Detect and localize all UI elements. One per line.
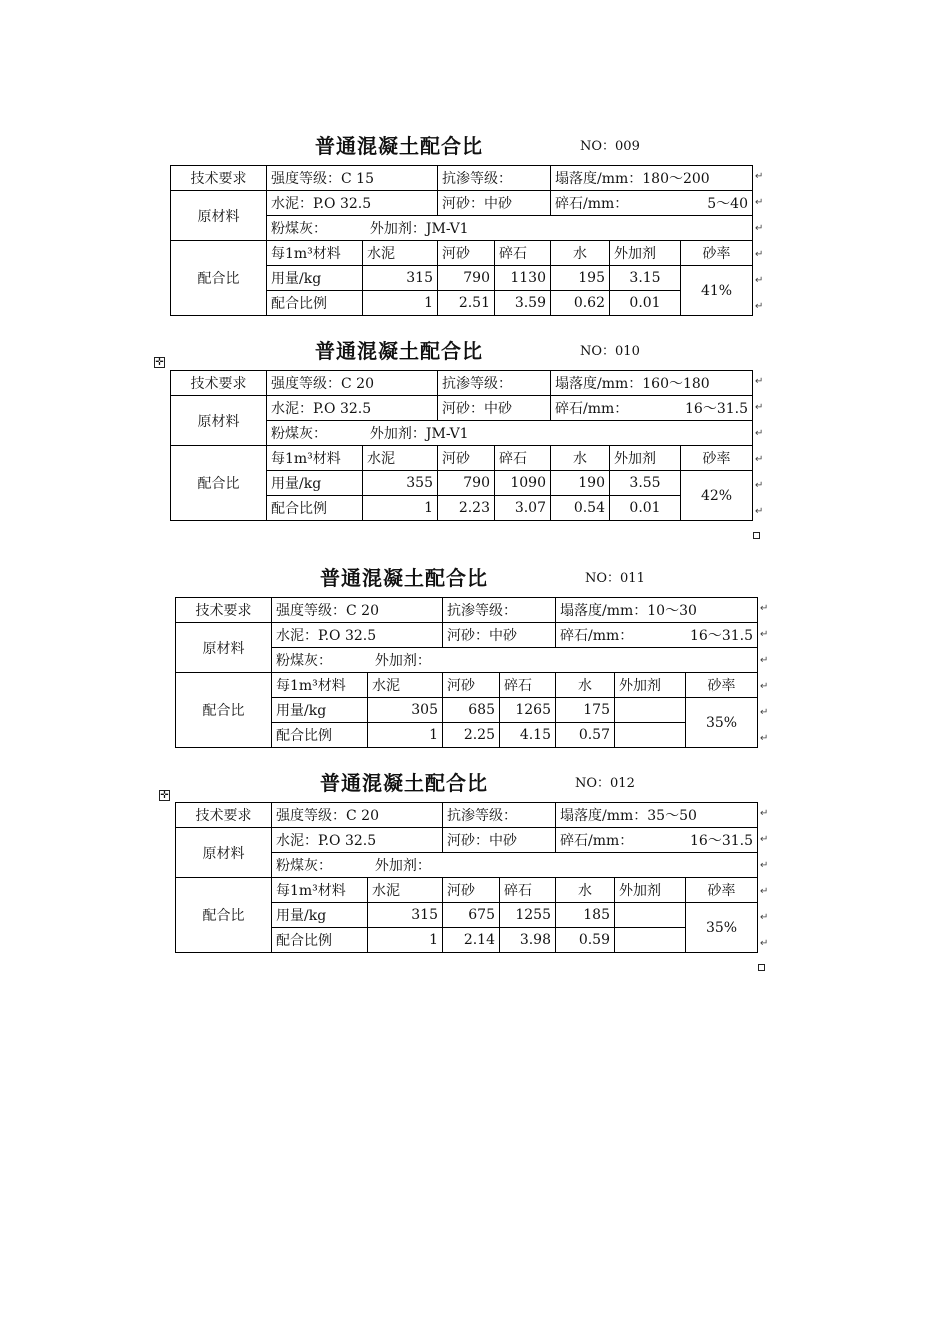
ratio-cement: 1 bbox=[368, 928, 443, 953]
gravel-size: 16～31.5 bbox=[685, 401, 748, 417]
dosage-label: 用量/kg bbox=[272, 698, 368, 723]
dosage-gravel: 1090 bbox=[495, 471, 551, 496]
col-sand-rate: 砂率 bbox=[681, 446, 753, 471]
paragraph-mark-icon: ↵ bbox=[760, 808, 769, 819]
per-m3-label: 每1m³材料 bbox=[267, 446, 363, 471]
ratio-gravel: 3.98 bbox=[500, 928, 556, 953]
requirement-label: 技术要求 bbox=[171, 166, 267, 191]
col-sand-rate: 砂率 bbox=[686, 878, 758, 903]
col-cement: 水泥 bbox=[368, 878, 443, 903]
additives-cell bbox=[267, 216, 753, 241]
paragraph-mark-icon: ↵ bbox=[760, 733, 769, 744]
col-sand: 河砂 bbox=[443, 878, 500, 903]
flyash-label: 粉煤灰： bbox=[276, 858, 332, 874]
sheet-heading bbox=[170, 130, 770, 160]
dosage-sand: 790 bbox=[438, 266, 495, 291]
ratio-water: 0.57 bbox=[556, 723, 615, 748]
paragraph-mark-icon: ↵ bbox=[755, 480, 764, 491]
gravel-label: 碎石/mm： bbox=[555, 196, 629, 212]
additives-cell bbox=[272, 648, 758, 673]
col-water: 水 bbox=[551, 241, 610, 266]
col-admixture: 外加剂 bbox=[615, 673, 686, 698]
paragraph-mark-icon: ↵ bbox=[755, 249, 764, 260]
dosage-water: 185 bbox=[556, 903, 615, 928]
strength-grade: 强度等级：C 15 bbox=[267, 166, 438, 191]
sheet-number: NO：010 bbox=[580, 344, 640, 359]
dosage-admixture: 3.55 bbox=[610, 471, 681, 496]
requirement-label: 技术要求 bbox=[176, 598, 272, 623]
mix-table bbox=[175, 802, 758, 953]
admixture-label: 外加剂： bbox=[374, 858, 431, 874]
paragraph-mark-icon: ↵ bbox=[760, 629, 769, 640]
dosage-label: 用量/kg bbox=[267, 266, 363, 291]
sheet-number: NO：009 bbox=[580, 139, 640, 154]
mix-ratio-label: 配合比 bbox=[171, 446, 267, 521]
gravel-label: 碎石/mm： bbox=[560, 628, 634, 644]
col-sand: 河砂 bbox=[443, 673, 500, 698]
ratio-label: 配合比例 bbox=[267, 291, 363, 316]
sheet-heading bbox=[175, 562, 775, 592]
col-sand: 河砂 bbox=[438, 446, 495, 471]
mix-ratio-label: 配合比 bbox=[176, 673, 272, 748]
mix-header-row bbox=[171, 241, 753, 266]
requirement-row bbox=[171, 166, 753, 191]
sand-rate-value: 35% bbox=[686, 698, 758, 748]
materials-row bbox=[176, 828, 758, 853]
sand-type: 河砂：中砂 bbox=[438, 191, 551, 216]
impermeability-grade: 抗渗等级： bbox=[443, 598, 556, 623]
gravel-size: 16～31.5 bbox=[690, 628, 753, 644]
impermeability-grade: 抗渗等级： bbox=[443, 803, 556, 828]
ratio-sand: 2.23 bbox=[438, 496, 495, 521]
paragraph-mark-icon: ↵ bbox=[755, 171, 764, 182]
materials-label: 原材料 bbox=[176, 623, 272, 673]
requirement-label: 技术要求 bbox=[176, 803, 272, 828]
requirement-label: 技术要求 bbox=[171, 371, 267, 396]
impermeability-grade: 抗渗等级： bbox=[438, 166, 551, 191]
per-m3-label: 每1m³材料 bbox=[272, 673, 368, 698]
dosage-cement: 355 bbox=[363, 471, 438, 496]
dosage-gravel: 1255 bbox=[500, 903, 556, 928]
col-gravel: 碎石 bbox=[495, 241, 551, 266]
ratio-cement: 1 bbox=[363, 496, 438, 521]
paragraph-mark-icon: ↵ bbox=[755, 223, 764, 234]
flyash-label: 粉煤灰： bbox=[276, 653, 332, 669]
paragraph-mark-icon: ↵ bbox=[760, 886, 769, 897]
materials-label: 原材料 bbox=[171, 191, 267, 241]
col-sand: 河砂 bbox=[438, 241, 495, 266]
mix-header-row bbox=[171, 446, 753, 471]
sand-rate-value: 42% bbox=[681, 471, 753, 521]
col-water: 水 bbox=[556, 878, 615, 903]
paragraph-mark-icon: ↵ bbox=[760, 655, 769, 666]
table-resize-handle-icon[interactable] bbox=[758, 964, 765, 971]
ratio-gravel: 4.15 bbox=[500, 723, 556, 748]
col-cement: 水泥 bbox=[363, 241, 438, 266]
col-gravel: 碎石 bbox=[495, 446, 551, 471]
sheet-title: 普通混凝土配合比 bbox=[315, 134, 483, 158]
mix-header-row bbox=[176, 673, 758, 698]
col-admixture: 外加剂 bbox=[610, 446, 681, 471]
dosage-gravel: 1265 bbox=[500, 698, 556, 723]
paragraph-mark-icon: ↵ bbox=[760, 938, 769, 949]
col-gravel: 碎石 bbox=[500, 673, 556, 698]
sheet-title: 普通混凝土配合比 bbox=[320, 771, 488, 795]
paragraph-mark-icon: ↵ bbox=[760, 707, 769, 718]
sand-type: 河砂：中砂 bbox=[438, 396, 551, 421]
dosage-label: 用量/kg bbox=[272, 903, 368, 928]
paragraph-mark-icon: ↵ bbox=[755, 402, 764, 413]
paragraph-mark-icon: ↵ bbox=[755, 275, 764, 286]
per-m3-label: 每1m³材料 bbox=[267, 241, 363, 266]
materials-row bbox=[176, 623, 758, 648]
sand-rate-value: 35% bbox=[686, 903, 758, 953]
ratio-admixture: 0.01 bbox=[610, 291, 681, 316]
materials-label: 原材料 bbox=[171, 396, 267, 446]
flyash-label: 粉煤灰： bbox=[271, 221, 327, 237]
mix-table bbox=[170, 165, 753, 316]
col-admixture: 外加剂 bbox=[610, 241, 681, 266]
dosage-sand: 675 bbox=[443, 903, 500, 928]
sand-rate-value: 41% bbox=[681, 266, 753, 316]
dosage-sand: 790 bbox=[438, 471, 495, 496]
ratio-cement: 1 bbox=[368, 723, 443, 748]
sheet-title: 普通混凝土配合比 bbox=[320, 566, 488, 590]
additives-cell bbox=[267, 421, 753, 446]
admixture-label: 外加剂： bbox=[374, 653, 431, 669]
ratio-admixture: 0.01 bbox=[610, 496, 681, 521]
dosage-sand: 685 bbox=[443, 698, 500, 723]
gravel-spec bbox=[556, 828, 758, 853]
requirement-row bbox=[176, 803, 758, 828]
materials-label: 原材料 bbox=[176, 828, 272, 878]
ratio-water: 0.62 bbox=[551, 291, 610, 316]
dosage-water: 190 bbox=[551, 471, 610, 496]
gravel-spec bbox=[551, 191, 753, 216]
paragraph-mark-icon: ↵ bbox=[755, 376, 764, 387]
col-sand-rate: 砂率 bbox=[681, 241, 753, 266]
col-admixture: 外加剂 bbox=[615, 878, 686, 903]
strength-grade: 强度等级：C 20 bbox=[267, 371, 438, 396]
paragraph-mark-icon: ↵ bbox=[760, 834, 769, 845]
dosage-water: 175 bbox=[556, 698, 615, 723]
strength-grade: 强度等级：C 20 bbox=[272, 598, 443, 623]
dosage-gravel: 1130 bbox=[495, 266, 551, 291]
paragraph-mark-icon: ↵ bbox=[760, 912, 769, 923]
slump-value: 塌落度/mm：35～50 bbox=[556, 803, 758, 828]
ratio-sand: 2.51 bbox=[438, 291, 495, 316]
paragraph-mark-icon: ↵ bbox=[755, 197, 764, 208]
ratio-admixture bbox=[615, 723, 686, 748]
dosage-admixture bbox=[615, 903, 686, 928]
ratio-gravel: 3.59 bbox=[495, 291, 551, 316]
gravel-label: 碎石/mm： bbox=[555, 401, 629, 417]
dosage-label: 用量/kg bbox=[267, 471, 363, 496]
sand-type: 河砂：中砂 bbox=[443, 623, 556, 648]
ratio-label: 配合比例 bbox=[267, 496, 363, 521]
ratio-sand: 2.14 bbox=[443, 928, 500, 953]
ratio-water: 0.59 bbox=[556, 928, 615, 953]
mix-table bbox=[175, 597, 758, 748]
paragraph-mark-icon: ↵ bbox=[760, 681, 769, 692]
ratio-label: 配合比例 bbox=[272, 928, 368, 953]
mix-ratio-label: 配合比 bbox=[171, 241, 267, 316]
paragraph-mark-icon: ↵ bbox=[755, 301, 764, 312]
col-water: 水 bbox=[556, 673, 615, 698]
materials-row bbox=[171, 191, 753, 216]
admixture-label: 外加剂：JM-V1 bbox=[369, 221, 469, 237]
dosage-water: 195 bbox=[551, 266, 610, 291]
sheet-number: NO：012 bbox=[575, 776, 635, 791]
dosage-admixture bbox=[615, 698, 686, 723]
dosage-admixture: 3.15 bbox=[610, 266, 681, 291]
ratio-gravel: 3.07 bbox=[495, 496, 551, 521]
sheet-heading bbox=[175, 767, 775, 797]
table-move-handle-icon[interactable]: ✛ bbox=[155, 357, 164, 368]
dosage-cement: 305 bbox=[368, 698, 443, 723]
ratio-label: 配合比例 bbox=[272, 723, 368, 748]
ratio-sand: 2.25 bbox=[443, 723, 500, 748]
per-m3-label: 每1m³材料 bbox=[272, 878, 368, 903]
materials-row bbox=[171, 396, 753, 421]
ratio-admixture bbox=[615, 928, 686, 953]
slump-value: 塌落度/mm：160～180 bbox=[551, 371, 753, 396]
paragraph-mark-icon: ↵ bbox=[755, 454, 764, 465]
table-move-handle-icon[interactable]: ✛ bbox=[160, 790, 169, 801]
gravel-size: 5～40 bbox=[707, 196, 748, 212]
sheet-number: NO：011 bbox=[585, 571, 645, 586]
requirement-row bbox=[171, 371, 753, 396]
paragraph-mark-icon: ↵ bbox=[755, 428, 764, 439]
col-cement: 水泥 bbox=[363, 446, 438, 471]
col-gravel: 碎石 bbox=[500, 878, 556, 903]
gravel-size: 16～31.5 bbox=[690, 833, 753, 849]
table-resize-handle-icon[interactable] bbox=[753, 532, 760, 539]
slump-value: 塌落度/mm：10～30 bbox=[556, 598, 758, 623]
col-sand-rate: 砂率 bbox=[686, 673, 758, 698]
paragraph-mark-icon: ↵ bbox=[760, 603, 769, 614]
additives-cell bbox=[272, 853, 758, 878]
paragraph-mark-icon: ↵ bbox=[755, 506, 764, 517]
gravel-spec bbox=[551, 396, 753, 421]
sheet-heading bbox=[170, 335, 770, 365]
strength-grade: 强度等级：C 20 bbox=[272, 803, 443, 828]
mix-ratio-label: 配合比 bbox=[176, 878, 272, 953]
ratio-water: 0.54 bbox=[551, 496, 610, 521]
cement-type: 水泥：P.O 32.5 bbox=[267, 396, 438, 421]
gravel-label: 碎石/mm： bbox=[560, 833, 634, 849]
cement-type: 水泥：P.O 32.5 bbox=[267, 191, 438, 216]
ratio-cement: 1 bbox=[363, 291, 438, 316]
dosage-cement: 315 bbox=[368, 903, 443, 928]
sheet-title: 普通混凝土配合比 bbox=[315, 339, 483, 363]
dosage-cement: 315 bbox=[363, 266, 438, 291]
gravel-spec bbox=[556, 623, 758, 648]
impermeability-grade: 抗渗等级： bbox=[438, 371, 551, 396]
requirement-row bbox=[176, 598, 758, 623]
col-cement: 水泥 bbox=[368, 673, 443, 698]
cement-type: 水泥：P.O 32.5 bbox=[272, 623, 443, 648]
sand-type: 河砂：中砂 bbox=[443, 828, 556, 853]
cement-type: 水泥：P.O 32.5 bbox=[272, 828, 443, 853]
flyash-label: 粉煤灰： bbox=[271, 426, 327, 442]
mix-table bbox=[170, 370, 753, 521]
slump-value: 塌落度/mm：180～200 bbox=[551, 166, 753, 191]
paragraph-mark-icon: ↵ bbox=[760, 860, 769, 871]
mix-header-row bbox=[176, 878, 758, 903]
col-water: 水 bbox=[551, 446, 610, 471]
admixture-label: 外加剂：JM-V1 bbox=[369, 426, 469, 442]
